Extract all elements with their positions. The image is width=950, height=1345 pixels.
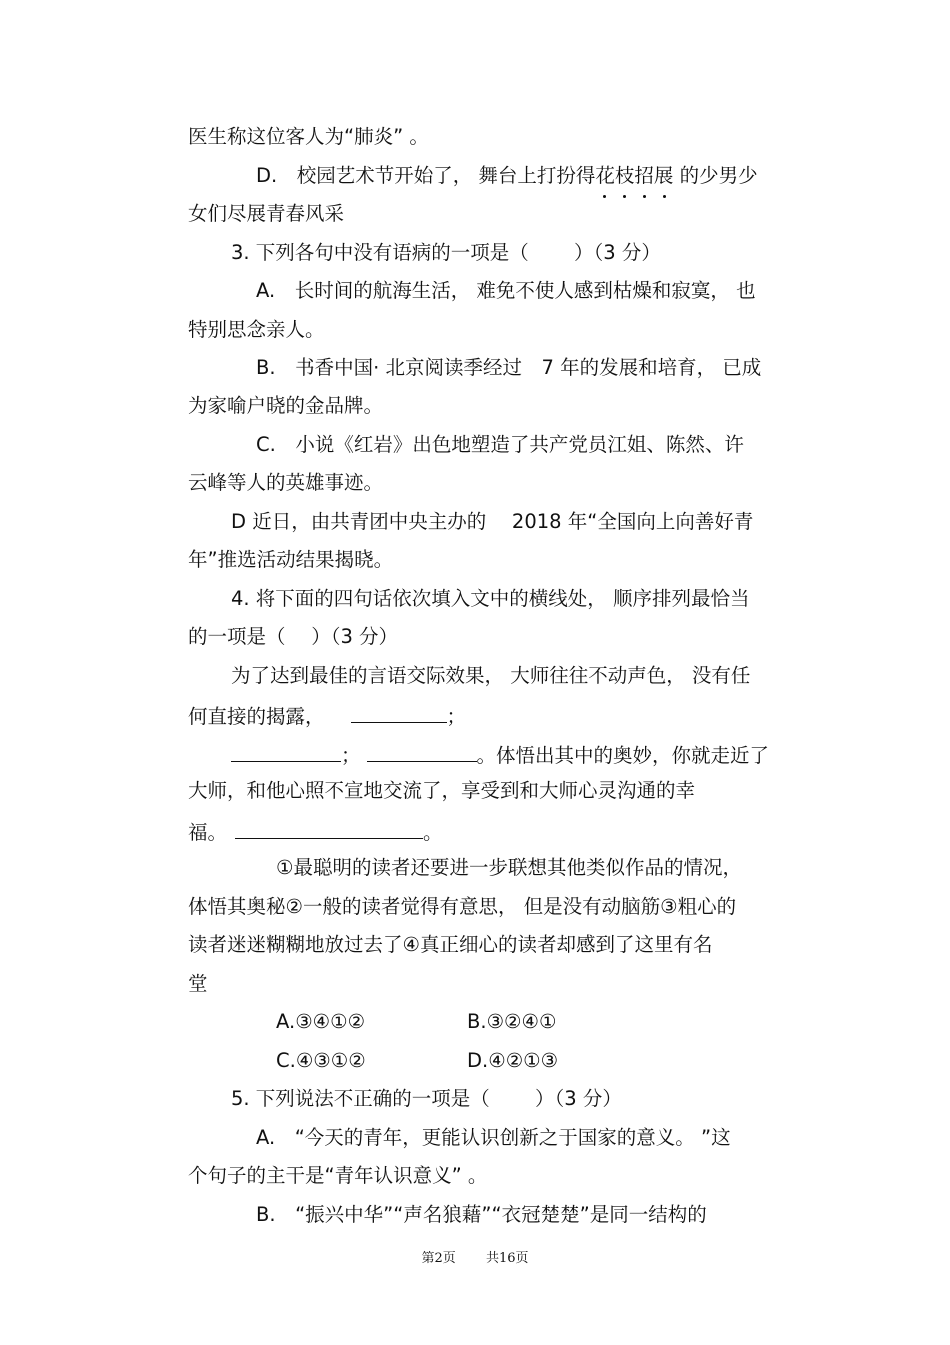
text-line: 堂 — [188, 972, 208, 995]
text-fragment: 的少男少 — [673, 164, 758, 187]
emphasized-phrase — [595, 162, 673, 190]
choice-a: A.③④①② — [276, 1010, 366, 1033]
text-line: 为了达到最佳的言语交际效果， 大师往往不动声色， 没有任 — [231, 664, 751, 687]
emphasis-dot — [623, 195, 626, 198]
text-fragment: 何直接的揭露， — [188, 705, 325, 728]
text-fragment: ； — [446, 705, 467, 728]
text-line: A. 长时间的航海生活， 难免不使人感到枯燥和寂寞， 也 — [256, 279, 756, 302]
choice-c: C.④③①② — [276, 1049, 366, 1072]
answer-blank[interactable] — [367, 739, 477, 762]
text-line: 女们尽展青春风采 — [188, 202, 345, 225]
question-3: 3. 下列各句中没有语病的一项是（ ）（3 分） — [231, 241, 661, 264]
text-line: 体悟其奥秘②一般的读者觉得有意思， 但是没有动脑筋③粗心的 — [188, 895, 737, 918]
answer-blank[interactable] — [351, 700, 447, 723]
text-line: C. 小说《红岩》出色地塑造了共产党员江姐、陈然、许 — [256, 433, 744, 456]
text-fragment: 。 — [423, 821, 443, 844]
emphasis-dot — [603, 195, 606, 198]
page-number: 第2页 — [421, 1251, 456, 1266]
text-line: A. “今天的青年，更能认识创新之于国家的意义。 ”这 — [256, 1126, 731, 1149]
text-line: ①最聪明的读者还要进一步联想其他类似作品的情况， — [276, 856, 742, 879]
text-line — [188, 816, 443, 847]
text-line: B. 书香中国· 北京阅读季经过 7 年的发展和培育， 已成 — [256, 356, 762, 379]
emphasis-dot — [643, 195, 646, 198]
question-4: 4. 将下面的四句话依次填入文中的横线处， 顺序排列最恰当 — [231, 587, 750, 610]
text-line — [231, 739, 769, 770]
text-line: 年”推选活动结果揭晓。 — [188, 548, 394, 571]
text-line: 个句子的主干是“青年认识意义” 。 — [188, 1164, 488, 1187]
text-line: 为家喻户晓的金品牌。 — [188, 394, 384, 417]
text-line: 云峰等人的英雄事迹。 — [188, 471, 384, 494]
text-line: 医生称这位客人为“肺炎” 。 — [188, 125, 429, 148]
text-line: 的一项是（ ）（3 分） — [188, 625, 399, 648]
text-line: 特别思念亲人。 — [188, 318, 325, 341]
text-line: D 近日，由共青团中央主办的 2018 年“全国向上向善好青 — [231, 510, 754, 533]
text-line: 读者迷迷糊糊地放过去了④真正细心的读者却感到了这里有名 — [188, 933, 713, 956]
choice-b: B.③②④① — [467, 1010, 557, 1033]
answer-blank[interactable] — [235, 816, 423, 839]
choice-d: D.④②①③ — [467, 1049, 559, 1072]
text-fragment: 福。 — [188, 821, 228, 844]
text-fragment: ； — [341, 744, 361, 767]
page-total: 共16页 — [486, 1251, 529, 1266]
text-line — [188, 700, 466, 731]
question-5: 5. 下列说法不正确的一项是（ ）（3 分） — [231, 1087, 622, 1110]
text-line: 大师，和他心照不宣地交流了，享受到和大师心灵沟通的幸 — [188, 779, 696, 802]
answer-blank[interactable] — [231, 739, 341, 762]
text-line: B. “振兴中华”“声名狼藉”“衣冠楚楚”是同一结构的 — [256, 1203, 707, 1226]
emphasis-dot — [663, 195, 666, 198]
option-d-text: D. 校园艺术节开始了， 舞台上打扮得 — [256, 164, 596, 187]
emphasized-text: 花枝招展 — [595, 164, 674, 187]
page-footer — [0, 1247, 950, 1266]
text-fragment: 。体悟出其中的奥妙，你就走近了 — [476, 744, 770, 767]
text-line — [256, 162, 758, 190]
